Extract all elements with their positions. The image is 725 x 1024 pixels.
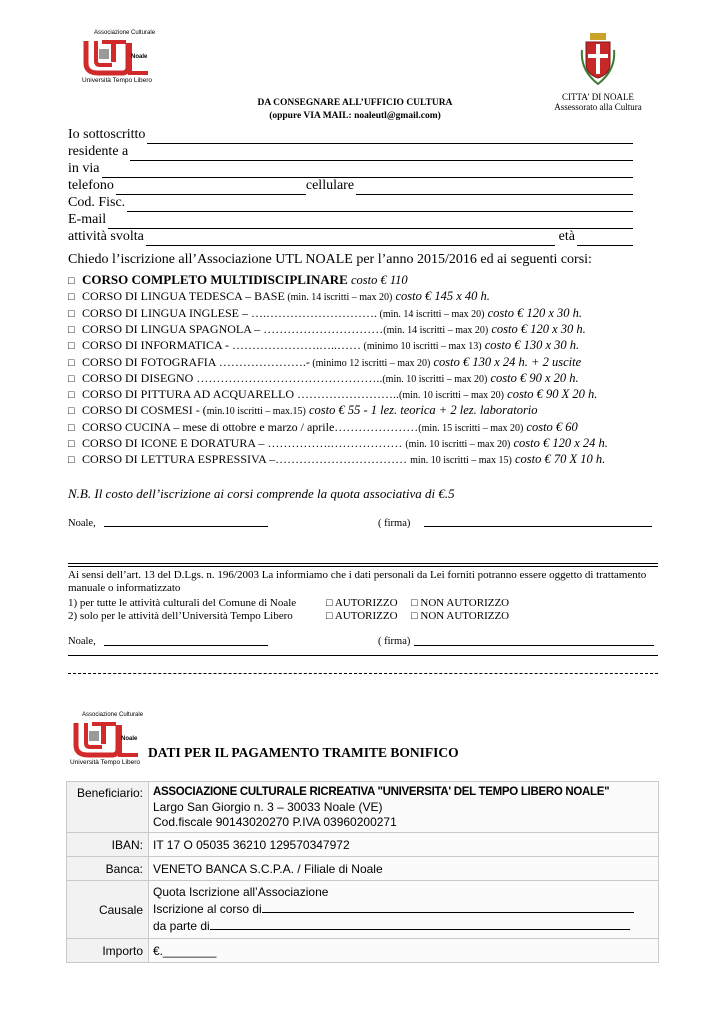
course-requirements: (min. 10 iscritti – max 20) [399,390,505,402]
label-via: in via [68,161,100,176]
course-requirements: (min. 14 iscritti – max 20) [383,324,489,336]
section-divider-2 [68,566,658,567]
input-email[interactable] [108,215,633,229]
causale-line-3: da parte di [153,918,654,935]
fee-note: N.B. Il costo dell’iscrizione ai corsi comprende la quota associativa di €.5 [68,486,455,501]
input-cellulare[interactable] [356,181,633,195]
date-field-1[interactable] [104,526,268,527]
input-telefono[interactable] [116,181,306,195]
place-label-2: Noale, [68,636,96,647]
signature-row-1 [68,516,658,532]
course-cost: costo € 130 x 24 h. + 2 uscite [430,354,582,369]
course-cost: costo € 120 x 24 h. [510,436,608,450]
course-cost: costo € 90 x 20 h. [487,370,579,385]
row-banca [67,857,659,881]
input-attivita[interactable] [146,232,555,246]
logo-bottom-top-text: Associazione Culturale [82,712,144,718]
label-residente: residente a [68,144,129,159]
course-checkbox[interactable]: □ [68,291,75,304]
row-causale [67,881,659,939]
privacy-text: Ai sensi dell’art. 13 del D.Lgs. n. 196/2003 La informiamo che i dati personali da Lei forniti potranno essere oggetto di trattamento manuale o informatizzato [68,569,647,594]
signature-field-1[interactable] [424,526,652,527]
course-dots: ………………….…..…… [232,338,362,353]
label-codfisc: Cod. Fisc. [68,195,126,210]
course-name: CORSO DI DISEGNO [82,370,197,385]
course-option[interactable] [68,386,668,402]
beneficiario-name: ASSOCIAZIONE CULTURALE RICREATIVA "UNIVERSITA' DEL TEMPO LIBERO NOALE" [153,785,610,798]
label-telefono: telefono [68,178,114,193]
delivery-note-line1: DA CONSEGNARE ALL’UFFICIO CULTURA [257,98,453,108]
course-checkbox[interactable]: □ [68,405,75,418]
course-name: CORSO COMPLETO MULTIDISCIPLINARE [82,272,348,287]
beneficiario-value [149,782,659,833]
logo-bottom-bottom-text: Università Tempo Libero [70,759,140,766]
course-checkbox[interactable]: □ [68,356,75,369]
course-checkbox[interactable]: □ [68,275,75,287]
logo-bottom-city: Noale [121,736,138,742]
coat-of-arms-icon [580,30,616,86]
consent-2-autorizzo[interactable]: □ AUTORIZZO [326,610,398,622]
causale-value [149,881,659,939]
field-residente[interactable] [68,143,633,161]
course-option[interactable] [68,435,668,451]
consent-1-label: 1) per tutte le attività culturali del Comune di Noale [68,597,297,609]
privacy-consent-2 [68,610,668,623]
course-requirements: (min. 10 iscritti – max 20) [382,373,488,385]
course-requirements: (min. 10 iscritti – max 20) [405,439,511,450]
course-name: CORSO DI LETTURA ESPRESSIVA – [82,452,276,467]
banca-value: VENETO BANCA S.C.P.A. / Filiale di Noale [149,857,659,881]
course-name: CORSO DI PITTURA AD ACQUARELLO [82,387,298,402]
course-checkbox[interactable]: □ [68,389,75,402]
course-requirements: (minimo 12 iscritti – max 20) [309,357,431,369]
course-cost: costo € 145 x 40 h. [392,289,490,304]
signature-row-2 [68,634,658,650]
course-requirements: (min. 14 iscritti – max 20) [377,308,485,320]
causale-line-1: Quota Iscrizione all’Associazione [153,885,329,899]
course-cost: costo € 70 X 10 h. [511,452,606,467]
row-beneficiario [67,782,659,833]
course-option[interactable] [68,337,668,353]
consent-2-non-autorizzo[interactable]: □ NON AUTORIZZO [411,610,510,622]
course-dots: …………………….. [297,387,400,402]
payment-table [66,781,659,963]
field-codfisc[interactable] [68,194,633,212]
comune-department: Assessorato alla Cultura [554,102,642,112]
date-field-2[interactable] [104,645,268,646]
course-cost: costo € 120 x 30 h. [488,321,586,336]
input-via[interactable] [102,164,634,178]
utl-logo-bottom [70,712,150,768]
causale-line-2: Iscrizione al corso di [153,901,654,918]
course-cost: costo € 130 x 30 h. [481,338,580,353]
utl-logo [80,30,160,86]
iban-value: IT 17 O 05035 36210 129570347972 [149,833,659,857]
delivery-note-line2: (oppure VIA MAIL: noaleutl@gmail.com) [269,111,441,121]
course-requirements: (min. 14 iscritti – max 20) [284,292,393,304]
course-checkbox[interactable]: □ [68,323,75,336]
field-sottoscritto[interactable] [68,126,633,144]
consent-2-label: 2) solo per le attività dell’Università Tempo Libero [68,610,293,622]
field-attivita[interactable] [68,228,633,246]
course-cost: costo € 120 x 30 h. [484,305,583,320]
course-dots: ……………………………………….. [196,370,383,385]
course-option[interactable] [68,321,668,337]
signature-field-2[interactable] [414,645,654,646]
place-label-1: Noale, [68,518,96,529]
course-dots: …………….……………… [267,436,406,450]
course-dots: ….………………………. [251,305,377,320]
logo-bottom-text: Università Tempo Libero [82,77,152,84]
course-checkbox[interactable]: □ [68,307,75,320]
logo-city: Noale [131,54,148,60]
course-option[interactable] [68,288,668,304]
course-name: CORSO DI LINGUA SPAGNOLA – [82,321,264,336]
comune-name: CITTA' DI NOALE [562,92,634,102]
causale-label: Causale [67,881,149,939]
course-cost: costo € 90 X 20 h. [504,387,598,402]
course-requirements: min.10 iscritti – max.15) [206,406,306,418]
course-checkbox[interactable]: □ [68,438,75,450]
logo-top-text: Associazione Culturale [94,30,156,36]
payment-title: DATI PER IL PAGAMENTO TRAMITE BONIFICO [148,745,459,760]
course-dots: ………………… [334,419,419,434]
course-requirements: min. 10 iscritti – max 15) [410,455,512,467]
course-name: CORSO DI LINGUA INGLESE – [82,305,251,320]
course-checkbox[interactable]: □ [68,454,75,467]
label-attivita: attività svolta [68,229,144,244]
course-option[interactable] [68,354,668,370]
course-name: CORSO DI COSMESI - ( [82,403,207,418]
label-cellulare: cellulare [305,178,355,193]
importo-label: Importo [67,939,149,963]
section-divider-3 [68,655,658,656]
course-requirements: (minimo 10 iscritti – max 13) [361,341,482,353]
course-checkbox[interactable]: □ [68,340,75,353]
course-name: CORSO DI LINGUA TEDESCA – BASE [82,289,285,304]
input-codfisc[interactable] [127,198,633,212]
cut-line [68,673,658,674]
course-option[interactable] [68,419,668,435]
course-cost: costo € 60 [523,419,578,434]
signature-label-1: ( firma) [378,518,411,529]
course-option[interactable] [68,402,668,418]
course-option[interactable] [68,370,668,386]
course-name: CORSO DI INFORMATICA - [82,338,233,353]
row-importo [67,939,659,963]
input-residente[interactable] [130,147,633,161]
course-dots: …………………………… [275,452,411,467]
course-cost: costo € 55 - 1 lez. teorica + 2 lez. laboratorio [305,403,538,418]
course-checkbox[interactable]: □ [68,372,75,385]
beneficiario-fiscal: Cod.fiscale 90143020270 P.IVA 03960200271 [153,814,397,829]
enrollment-intro: Chiedo l’iscrizione all’Associazione UTL NOALE per l’anno 2015/2016 ed ai seguenti corsi: [68,252,592,267]
row-iban [67,833,659,857]
course-name: CORSO CUCINA – mese di ottobre e marzo / aprile [82,419,335,434]
field-via[interactable] [68,160,633,178]
field-telefono[interactable] [68,177,633,195]
course-name: CORSO DI ICONE E DORATURA – [82,436,268,450]
course-cost: costo € 110 [347,273,408,287]
label-eta: età [558,229,575,244]
input-sottoscritto[interactable] [147,130,633,144]
label-sottoscritto: Io sottoscritto [68,127,146,142]
causale-course-field[interactable] [262,901,634,913]
course-option[interactable] [68,305,668,321]
causale-name-field[interactable] [210,918,630,930]
signature-label-2: ( firma) [378,636,411,647]
input-eta[interactable] [577,232,633,246]
course-dots: ………………….- [218,354,310,369]
section-divider [68,563,658,564]
course-option[interactable] [68,451,668,467]
course-name: CORSO DI FOTOGRAFIA [82,354,219,369]
course-option[interactable] [68,272,668,288]
field-email[interactable] [68,211,633,229]
privacy-consent-1 [68,597,668,610]
banca-label: Banca: [67,857,149,881]
consent-1-non-autorizzo[interactable]: □ NON AUTORIZZO [411,597,510,609]
label-email: E-mail [68,212,107,227]
beneficiario-label: Beneficiario: [67,782,149,833]
course-dots: ………………………… [263,321,384,336]
course-requirements: (min. 15 iscritti – max 20) [418,422,524,434]
importo-value[interactable]: €.________ [149,939,659,963]
consent-1-autorizzo[interactable]: □ AUTORIZZO [326,597,398,609]
iban-label: IBAN: [67,833,149,857]
beneficiario-address: Largo San Giorgio n. 3 – 30033 Noale (VE) [153,799,383,814]
course-checkbox[interactable]: □ [68,421,75,434]
